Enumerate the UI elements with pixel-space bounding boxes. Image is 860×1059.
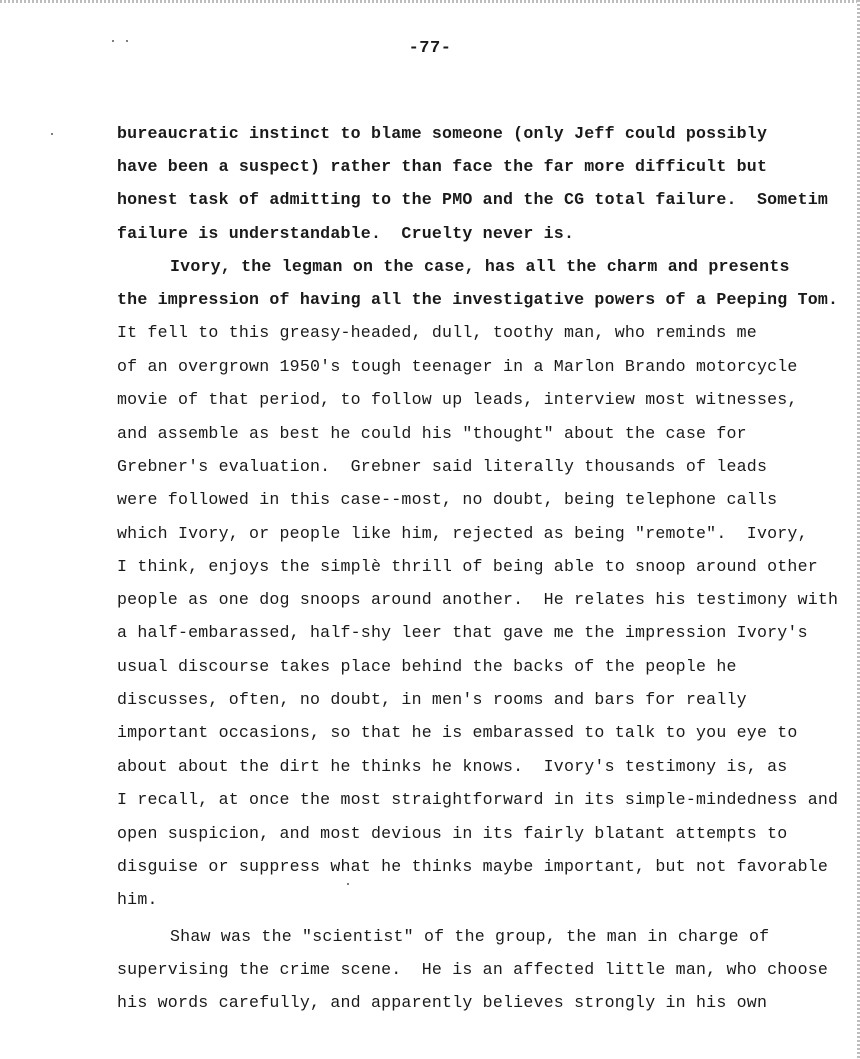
- scan-speck: [51, 133, 53, 135]
- text-line: people as one dog snoops around another. He relates his testimony with: [117, 590, 839, 609]
- text-line: Grebner's evaluation. Grebner said literally thousands of leads: [117, 457, 768, 476]
- text-line: have been a suspect) rather than face the far more difficult but: [117, 157, 768, 176]
- text-line: honest task of admitting to the PMO and the CG total failure. Sometim: [117, 190, 829, 209]
- text-line: Ivory, the legman on the case, has all the charm and presents: [170, 257, 790, 276]
- text-line: him.: [117, 890, 158, 909]
- text-line: the impression of having all the investigative powers of a Peeping Tom.: [117, 290, 839, 309]
- text-line: a half-embarassed, half-shy leer that gave me the impression Ivory's: [117, 623, 808, 642]
- page-number: -77-: [408, 39, 452, 58]
- text-line: discusses, often, no doubt, in men's rooms and bars for really: [117, 690, 747, 709]
- text-line: of an overgrown 1950's tough teenager in a Marlon Brando motorcycle: [117, 357, 798, 376]
- text-line: supervising the crime scene. He is an affected little man, who choose: [117, 960, 829, 979]
- text-line: and assemble as best he could his "thought" about the case for: [117, 424, 747, 443]
- text-line: important occasions, so that he is embarassed to talk to you eye to: [117, 723, 798, 742]
- text-line: failure is understandable. Cruelty never is.: [117, 224, 575, 243]
- text-line: open suspicion, and most devious in its fairly blatant attempts to: [117, 824, 788, 843]
- text-line: about about the dirt he thinks he knows. Ivory's testimony is, as: [117, 757, 788, 776]
- page-border-top: [0, 0, 860, 3]
- text-line: Shaw was the "scientist" of the group, the man in charge of: [170, 927, 770, 946]
- text-line: bureaucratic instinct to blame someone (only Jeff could possibly: [117, 124, 768, 143]
- scan-speck: [347, 883, 349, 885]
- text-line: I think, enjoys the simplè thrill of being able to snoop around other: [117, 557, 818, 576]
- text-line: disguise or suppress what he thinks maybe important, but not favorable: [117, 857, 829, 876]
- text-line: his words carefully, and apparently believes strongly in his own: [117, 993, 768, 1012]
- text-line: It fell to this greasy-headed, dull, toothy man, who reminds me: [117, 323, 757, 342]
- text-line: were followed in this case--most, no doubt, being telephone calls: [117, 490, 778, 509]
- text-line: usual discourse takes place behind the backs of the people he: [117, 657, 737, 676]
- text-line: I recall, at once the most straightforward in its simple-mindedness and: [117, 790, 839, 809]
- text-line: movie of that period, to follow up leads, interview most witnesses,: [117, 390, 798, 409]
- text-line: which Ivory, or people like him, rejected as being "remote". Ivory,: [117, 524, 808, 543]
